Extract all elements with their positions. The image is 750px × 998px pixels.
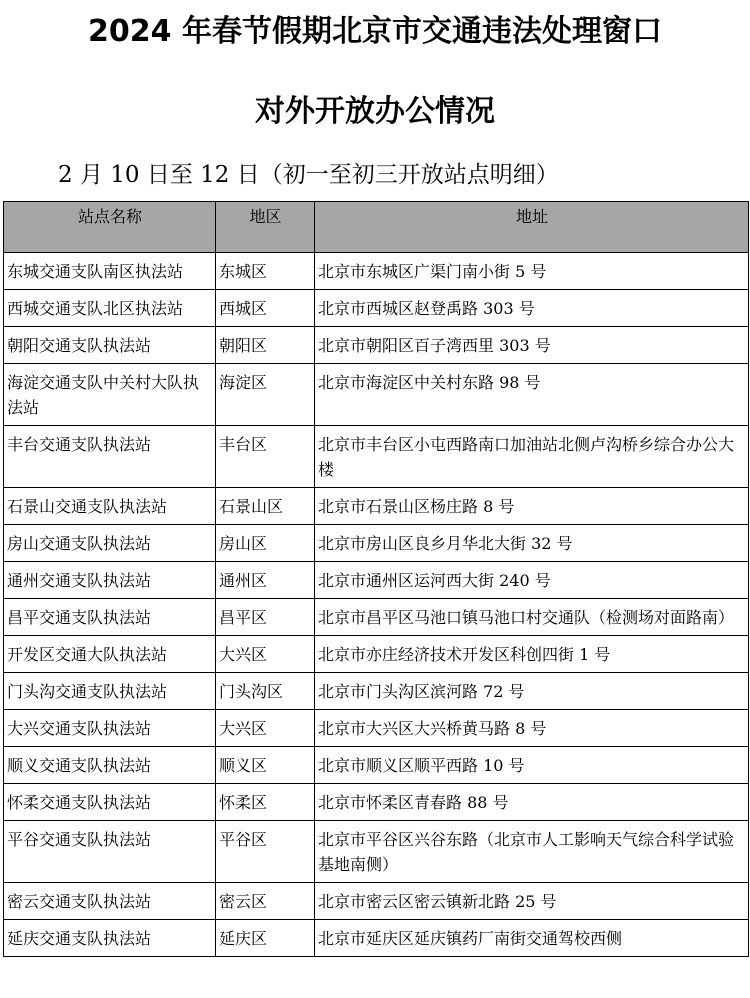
district-cell: 通州区 <box>216 562 315 599</box>
table-row <box>4 290 749 327</box>
table-row <box>4 488 749 525</box>
address-cell: 北京市石景山区杨庄路 8 号 <box>315 488 749 525</box>
district-cell: 房山区 <box>216 525 315 562</box>
station-name-cell: 东城交通支队南区执法站 <box>4 253 216 290</box>
address-cell: 北京市通州区运河西大街 240 号 <box>315 562 749 599</box>
header-station-name: 站点名称 <box>4 202 216 253</box>
district-cell: 海淀区 <box>216 364 315 426</box>
district-cell: 顺义区 <box>216 747 315 784</box>
document-subtitle: 2 月 10 日至 12 日（初一至初三开放站点明细） <box>58 162 559 188</box>
table-row <box>4 710 749 747</box>
document-title-line-1: 2024 年春节假期北京市交通违法处理窗口 <box>88 14 662 49</box>
station-name-cell: 顺义交通支队执法站 <box>4 747 216 784</box>
table-row <box>4 327 749 364</box>
district-cell: 西城区 <box>216 290 315 327</box>
table-row <box>4 562 749 599</box>
table-row <box>4 599 749 636</box>
district-cell: 丰台区 <box>216 426 315 488</box>
table-row <box>4 525 749 562</box>
district-cell: 大兴区 <box>216 636 315 673</box>
station-name-cell: 丰台交通支队执法站 <box>4 426 216 488</box>
address-cell: 北京市门头沟区滨河路 72 号 <box>315 673 749 710</box>
station-name-cell: 海淀交通支队中关村大队执法站 <box>4 364 216 426</box>
district-cell: 昌平区 <box>216 599 315 636</box>
table-row <box>4 883 749 920</box>
address-cell: 北京市怀柔区青春路 88 号 <box>315 784 749 821</box>
address-cell: 北京市房山区良乡月华北大街 32 号 <box>315 525 749 562</box>
district-cell: 门头沟区 <box>216 673 315 710</box>
address-cell: 北京市丰台区小屯西路南口加油站北侧卢沟桥乡综合办公大楼 <box>315 426 749 488</box>
address-cell: 北京市大兴区大兴桥黄马路 8 号 <box>315 710 749 747</box>
district-cell: 密云区 <box>216 883 315 920</box>
table-row <box>4 821 749 883</box>
address-cell: 北京市海淀区中关村东路 98 号 <box>315 364 749 426</box>
district-cell: 石景山区 <box>216 488 315 525</box>
station-name-cell: 朝阳交通支队执法站 <box>4 327 216 364</box>
table-row <box>4 920 749 957</box>
station-name-cell: 房山交通支队执法站 <box>4 525 216 562</box>
station-name-cell: 昌平交通支队执法站 <box>4 599 216 636</box>
district-cell: 大兴区 <box>216 710 315 747</box>
station-name-cell: 门头沟交通支队执法站 <box>4 673 216 710</box>
district-cell: 怀柔区 <box>216 784 315 821</box>
table-row <box>4 364 749 426</box>
station-name-cell: 怀柔交通支队执法站 <box>4 784 216 821</box>
station-name-cell: 西城交通支队北区执法站 <box>4 290 216 327</box>
table-row <box>4 673 749 710</box>
district-cell: 延庆区 <box>216 920 315 957</box>
address-cell: 北京市平谷区兴谷东路（北京市人工影响天气综合科学试验基地南侧） <box>315 821 749 883</box>
table-row <box>4 636 749 673</box>
table-row <box>4 426 749 488</box>
table-row <box>4 747 749 784</box>
table-row <box>4 253 749 290</box>
address-cell: 北京市顺义区顺平西路 10 号 <box>315 747 749 784</box>
address-cell: 北京市密云区密云镇新北路 25 号 <box>315 883 749 920</box>
station-name-cell: 大兴交通支队执法站 <box>4 710 216 747</box>
header-address: 地址 <box>315 202 749 253</box>
table-row <box>4 784 749 821</box>
address-cell: 北京市延庆区延庆镇药厂南街交通驾校西侧 <box>315 920 749 957</box>
station-name-cell: 密云交通支队执法站 <box>4 883 216 920</box>
table-header-row <box>4 202 749 253</box>
district-cell: 朝阳区 <box>216 327 315 364</box>
station-name-cell: 通州交通支队执法站 <box>4 562 216 599</box>
station-name-cell: 平谷交通支队执法站 <box>4 821 216 883</box>
district-cell: 平谷区 <box>216 821 315 883</box>
table-body <box>4 253 749 957</box>
district-cell: 东城区 <box>216 253 315 290</box>
header-district: 地区 <box>216 202 315 253</box>
address-cell: 北京市东城区广渠门南小街 5 号 <box>315 253 749 290</box>
document-title-line-2: 对外开放办公情况 <box>255 94 495 129</box>
address-cell: 北京市亦庄经济技术开发区科创四街 1 号 <box>315 636 749 673</box>
stations-table <box>3 201 749 957</box>
station-name-cell: 延庆交通支队执法站 <box>4 920 216 957</box>
station-name-cell: 石景山交通支队执法站 <box>4 488 216 525</box>
address-cell: 北京市朝阳区百子湾西里 303 号 <box>315 327 749 364</box>
address-cell: 北京市西城区赵登禹路 303 号 <box>315 290 749 327</box>
address-cell: 北京市昌平区马池口镇马池口村交通队（检测场对面路南） <box>315 599 749 636</box>
station-name-cell: 开发区交通大队执法站 <box>4 636 216 673</box>
